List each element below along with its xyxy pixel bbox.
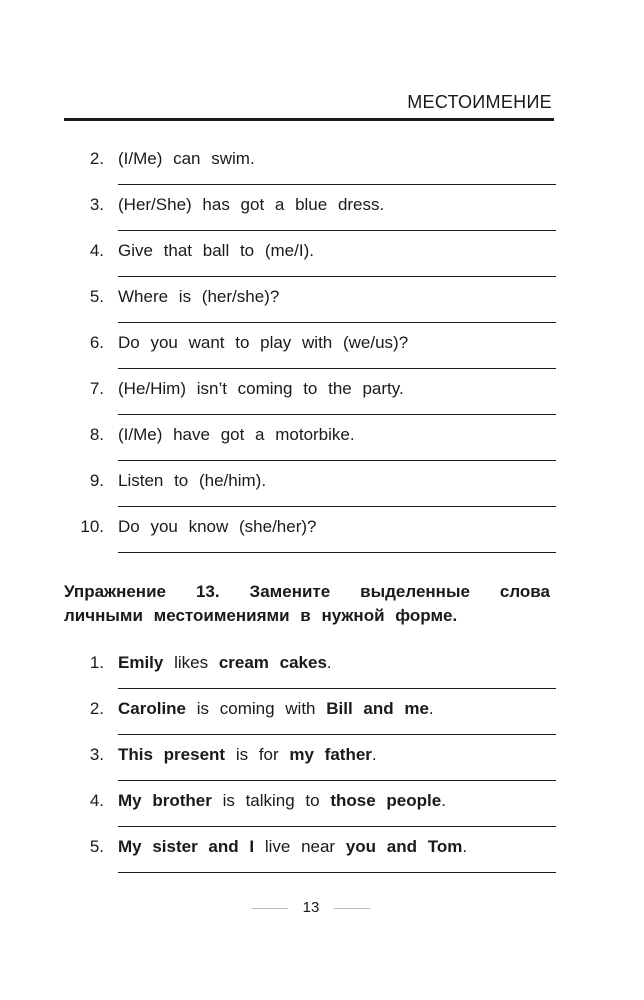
exercise-item	[64, 470, 554, 516]
highlighted-words: you and Tom	[345, 837, 463, 856]
highlighted-words: My brother	[118, 791, 212, 810]
highlighted-words: Bill and me	[326, 699, 429, 718]
punctuation: .	[371, 745, 377, 764]
plain-words: likes	[163, 653, 219, 672]
highlighted-words: My sister and I	[118, 837, 255, 856]
answer-line[interactable]	[118, 414, 556, 415]
answer-line[interactable]	[118, 506, 556, 507]
item-number: 5.	[89, 837, 104, 856]
highlighted-words: Emily	[118, 653, 164, 672]
plain-words: live near	[254, 837, 346, 856]
item-number: 1.	[89, 653, 104, 672]
item-number: 3.	[89, 745, 104, 764]
answer-line[interactable]	[118, 734, 556, 735]
item-text: (He/Him) isn’t coming to the party.	[118, 379, 404, 398]
item-number: 8.	[89, 425, 104, 444]
highlighted-words: This present	[118, 745, 226, 764]
item-number: 2.	[89, 149, 104, 168]
answer-line[interactable]	[118, 322, 556, 323]
exercise-item	[64, 332, 554, 378]
answer-line[interactable]	[118, 230, 556, 231]
answer-line[interactable]	[118, 184, 556, 185]
exercise-item	[64, 194, 554, 240]
plain-words: is talking to	[211, 791, 331, 810]
item-text	[118, 790, 446, 812]
exercise-item	[64, 148, 554, 194]
item-number: 7.	[89, 379, 104, 398]
exercise-item	[64, 286, 554, 332]
answer-line[interactable]	[118, 368, 556, 369]
item-number: 5.	[89, 287, 104, 306]
item-number: 4.	[89, 791, 104, 810]
item-text	[118, 836, 467, 858]
exercise-instruction-line-2: личными местоимениями в нужной форме.	[64, 606, 458, 625]
exercise-item	[64, 424, 554, 470]
punctuation: .	[428, 699, 434, 718]
exercise-item	[64, 240, 554, 286]
highlighted-words: Caroline	[118, 699, 187, 718]
exercise-item	[64, 378, 554, 424]
item-text	[118, 744, 377, 766]
page-footer	[0, 898, 644, 918]
item-text: (Her/She) has got a blue dress.	[118, 195, 385, 214]
item-text: Do you want to play with (we/us)?	[118, 333, 409, 352]
answer-line[interactable]	[118, 276, 556, 277]
item-number: 3.	[89, 195, 104, 214]
exercise-item	[64, 698, 554, 744]
item-text: (I/Me) have got a motorbike.	[118, 425, 355, 444]
answer-line[interactable]	[118, 780, 556, 781]
item-text: Listen to (he/him).	[118, 471, 267, 490]
item-text: Where is (her/she)?	[118, 287, 280, 306]
item-text: Give that ball to (me/I).	[118, 241, 314, 260]
exercise-heading	[64, 580, 550, 628]
item-number: 2.	[89, 699, 104, 718]
exercise-item	[64, 744, 554, 790]
answer-line[interactable]	[118, 872, 556, 873]
item-text	[118, 652, 332, 674]
exercise-item	[64, 652, 554, 698]
item-text: Do you know (she/her)?	[118, 517, 317, 536]
punctuation: .	[441, 791, 446, 810]
highlighted-words: those people	[330, 791, 442, 810]
exercise-item	[64, 516, 554, 562]
header-rule	[64, 118, 554, 121]
punctuation: .	[462, 837, 468, 856]
exercise-item	[64, 836, 554, 882]
item-number: 6.	[89, 333, 104, 352]
answer-line[interactable]	[118, 552, 556, 553]
plain-words: is coming with	[186, 699, 327, 718]
item-number: 10.	[80, 517, 104, 536]
item-text: (I/Me) can swim.	[118, 149, 255, 168]
answer-line[interactable]	[118, 688, 556, 689]
item-text	[118, 698, 434, 720]
answer-line[interactable]	[118, 460, 556, 461]
answer-line[interactable]	[118, 826, 556, 827]
page-number: 13	[302, 899, 320, 916]
punctuation: .	[326, 653, 332, 672]
highlighted-words: cream cakes	[218, 653, 327, 672]
item-number: 9.	[89, 471, 104, 490]
exercise-item	[64, 790, 554, 836]
highlighted-words: my father	[289, 745, 372, 764]
item-number: 4.	[89, 241, 104, 260]
footer-rule-right	[334, 908, 370, 909]
plain-words: is for	[225, 745, 290, 764]
running-head-title: МЕСТОИМЕНИЕ	[407, 92, 552, 112]
exercise-instruction-line-1: Упражнение 13. Замените выделенные слова	[64, 582, 550, 601]
